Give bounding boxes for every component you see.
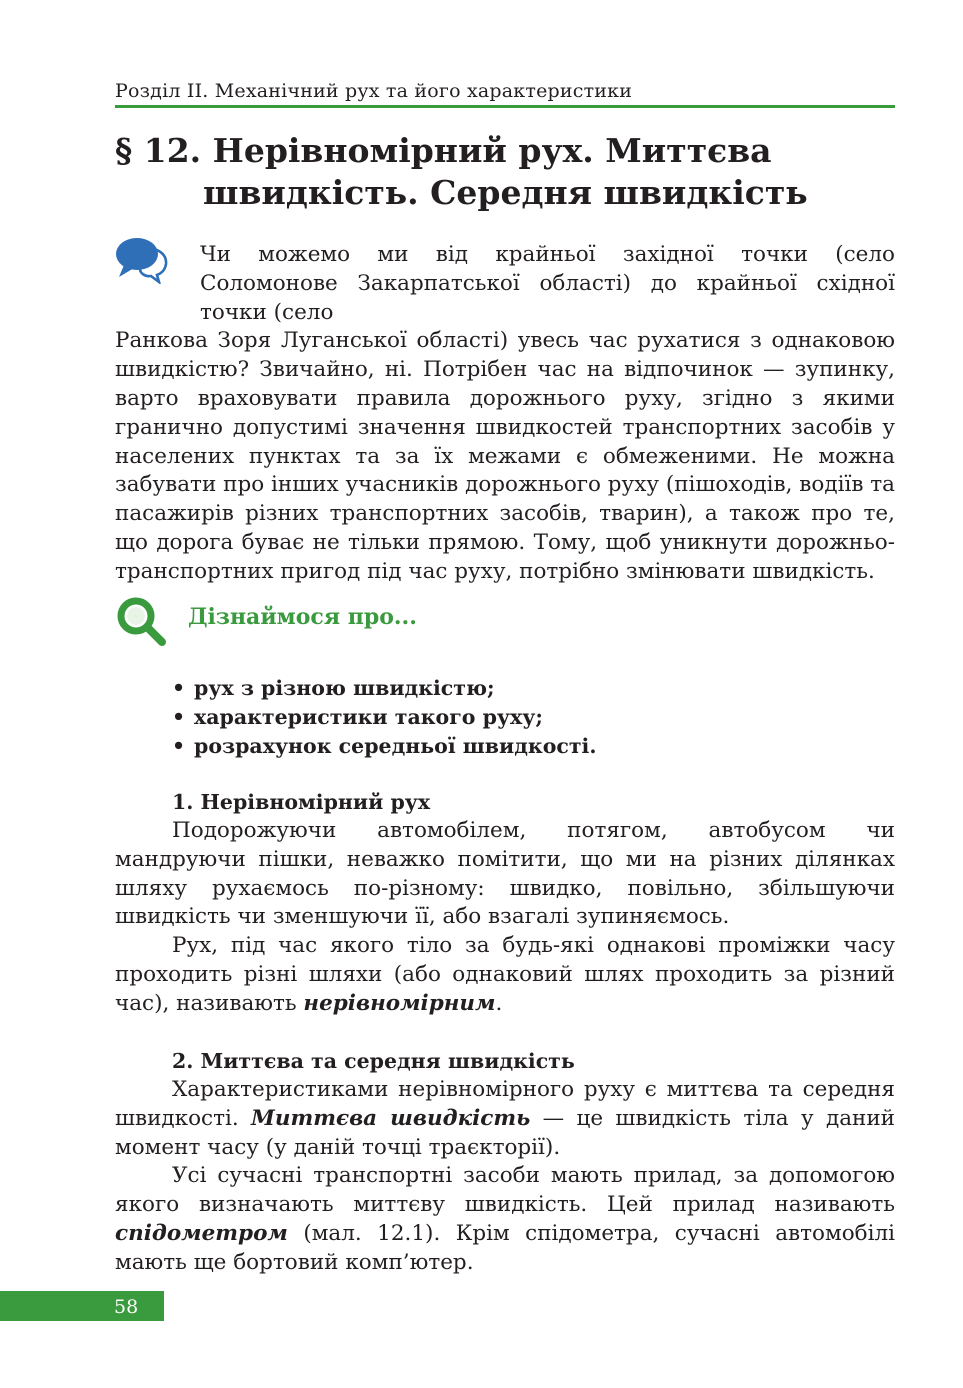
- learn-list: [172, 674, 872, 761]
- intro-paragraph-rest: Ранкова Зоря Луганської області) увесь час рухатися з однаковою швидкістю? Звичайно, ні. Потрібен час на відпочинок — зупинку, варто враховувати правила дорожнього руху, згідно з якими гранично допустимі значення швидкостей транспортних засобів у населених пунктах та за їх межами є обмеженими. Не можна забувати про інших учасників дорожнього руху (пішоходів, водіїв та пасажирів різних транспортних засобів, тварин), а також про те, що дорога буває не тільки прямою. Тому, щоб уникнути дорожньо-транспортних пригод під час руху, потрібно змінювати швидкість.: [115, 328, 895, 584]
- term-nonuniform: нерівномірним: [303, 990, 496, 1016]
- magnifier-icon: [116, 596, 168, 648]
- running-head: Розділ II. Механічний рух та його характеристики: [115, 80, 633, 102]
- bullet-icon: •: [172, 705, 186, 729]
- intro-paragraph-first-lines: Чи можемо ми від крайньої західної точки (село Соломонове Закарпатської області) до крайньої східної точки (село: [200, 242, 895, 325]
- title-line-1: § 12. Нерівномірний рух. Миттєва: [115, 131, 772, 170]
- section-1-paragraph-1: Подорожуючи автомобілем, потягом, автобусом чи мандруючи пішки, неважко помітити, що ми на різних ділянках шляху рухаємось по-різному: швидко, повільно, збільшуючи швидкість чи зменшуючи її, або взагалі зупиняємось.: [115, 818, 895, 930]
- page-title: [115, 130, 915, 214]
- learn-heading: Дізнаймося про...: [188, 604, 417, 630]
- section-1-paragraph-2: Рух, під час якого тіло за будь-які однакові проміжки часу проходить різні шляхи (або однаковий шлях проходить за різний час), називають нерівномірним.: [115, 933, 895, 1016]
- term-instant-speed: Миттєва швидкість: [251, 1105, 531, 1131]
- list-item: • характеристики такого руху;: [172, 703, 872, 732]
- term-speedometer: спідометром: [115, 1220, 288, 1246]
- header-rule: [115, 105, 895, 108]
- page-number: 58: [114, 1296, 139, 1318]
- section-2-paragraph-2: Усі сучасні транспортні засоби мають прилад, за допомогою якого визначають миттєву швидкість. Цей прилад називають спідометром (мал. 12.1). Крім спідометра, сучасні автомобілі мають ще бортовий комп’ютер.: [115, 1163, 895, 1275]
- section-1: [115, 788, 895, 1019]
- list-item: • рух з різною швидкістю;: [172, 674, 872, 703]
- intro-text: [115, 241, 895, 587]
- title-line-2: швидкість. Середня швидкість: [203, 173, 808, 212]
- list-item: • розрахунок середньої швидкості.: [172, 732, 872, 761]
- section-2-paragraph-1: Характеристиками нерівномірного руху є миттєва та середня швидкості. Миттєва швидкість — це швидкість тіла у даний момент часу (у даній точці траєкторії).: [115, 1077, 895, 1160]
- section-1-heading: 1. Нерівномірний рух: [172, 790, 431, 814]
- page-number-bar: [0, 1291, 164, 1321]
- section-2: [115, 1047, 895, 1278]
- bullet-icon: •: [172, 676, 186, 700]
- section-2-heading: 2. Миттєва та середня швидкість: [172, 1049, 575, 1073]
- bullet-icon: •: [172, 734, 186, 758]
